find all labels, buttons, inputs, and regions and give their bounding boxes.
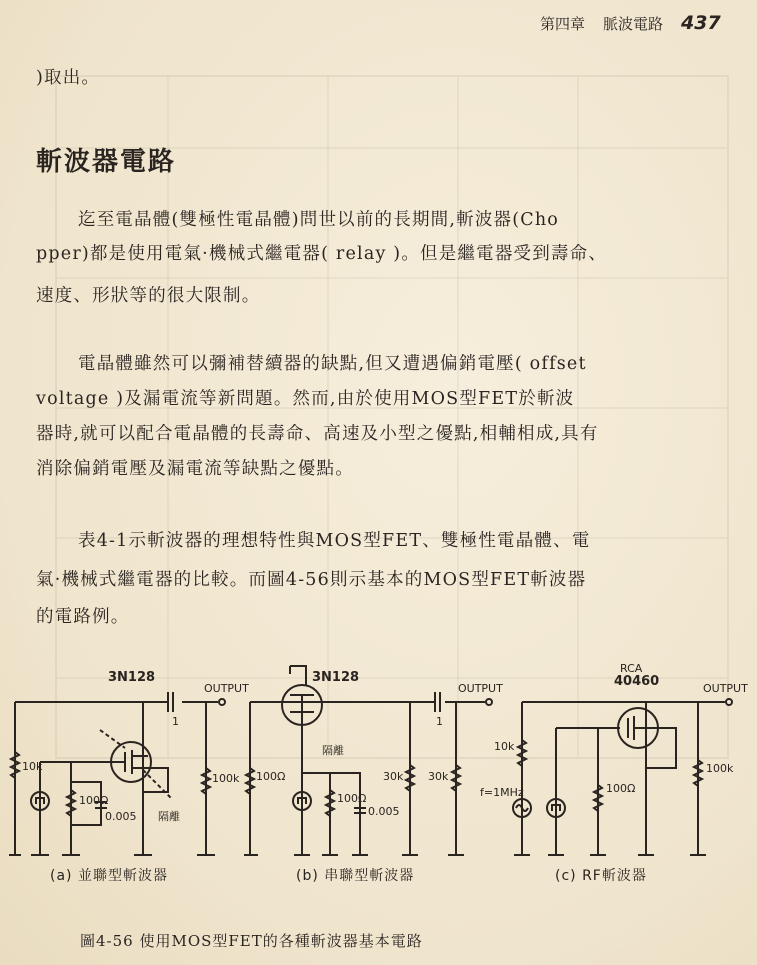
paragraph-2-line-4: 消除偏銷電壓及漏電流等缺點之優點。 — [36, 459, 354, 479]
circuit-figure — [0, 660, 757, 900]
paragraph-3-line-2: 氣·機械式繼電器的比較。而圖4-56則示基本的MOS型FET斬波器 — [36, 570, 587, 590]
capacitor-0005-b: 0.005 — [368, 805, 400, 818]
resistor-100k-c: 100k — [706, 762, 734, 775]
capacitor-0005-a: 0.005 — [105, 810, 137, 823]
resistor-100-b2: 100Ω — [337, 792, 367, 805]
resistor-100-c: 100Ω — [606, 782, 636, 795]
paragraph-2-line-2: voltage )及漏電流等新問題。然而,由於使用MOS型FET於斬波 — [36, 389, 575, 409]
device-label-a: 3N128 — [108, 670, 156, 685]
paragraph-2-line-1: 電晶體雖然可以彌補替續器的缺點,但又遭遇偏銷電壓( offset — [78, 354, 587, 374]
chapter-title: 脈波電路 — [603, 15, 664, 33]
device-label-b: 3N128 — [312, 670, 360, 685]
running-header — [540, 12, 721, 34]
resistor-30k-b1: 30k — [383, 770, 404, 783]
section-title: 斬波器電路 — [36, 147, 177, 177]
circuit-diagrams — [0, 660, 757, 900]
device-label-c: 40460 — [614, 674, 660, 689]
paragraph-3-line-3: 的電路例。 — [36, 607, 130, 627]
chapter-number: 第四章 — [540, 15, 586, 33]
isolation-label-b: 隔離 — [322, 744, 344, 757]
subcaption-c: (c) RF斬波器 — [555, 868, 647, 884]
resistor-100-b1: 100Ω — [256, 770, 286, 783]
subcaption-a: (a) 並聯型斬波器 — [50, 868, 168, 884]
paragraph-1-line-3: 速度、形狀等的很大限制。 — [36, 286, 261, 306]
resistor-100k-a: 100k — [212, 772, 240, 785]
page-number: 437 — [681, 12, 721, 34]
output-label-b: OUTPUT — [458, 682, 503, 695]
figure-caption: 圖4-56 使用MOS型FET的各種斬波器基本電路 — [80, 932, 423, 950]
paragraph-1-line-2: pper)都是使用電氣·機械式繼電器( relay )。但是繼電器受到壽命、 — [36, 244, 608, 264]
capacitor-label-a: 1 — [172, 715, 179, 728]
isolation-label-a: 隔離 — [158, 810, 180, 823]
device-maker-c: RCA — [620, 662, 643, 675]
output-label-a: OUTPUT — [204, 682, 249, 695]
resistor-10k-a: 10k — [22, 760, 43, 773]
subcaption-b: (b) 串聯型斬波器 — [296, 868, 415, 884]
resistor-30k-b2: 30k — [428, 770, 449, 783]
frequency-label-c: f=1MHz — [480, 786, 524, 799]
output-label-c: OUTPUT — [703, 682, 748, 695]
resistor-10k-c: 10k — [494, 740, 515, 753]
paragraph-2-line-3: 器時,就可以配合電晶體的長壽命、高速及小型之優點,相輔相成,具有 — [36, 424, 599, 444]
paragraph-3-line-1: 表4-1示斬波器的理想特性與MOS型FET、雙極性電晶體、電 — [78, 531, 591, 551]
capacitor-label-b: 1 — [436, 715, 443, 728]
paragraph-1-line-1: 迄至電晶體(雙極性電晶體)問世以前的長期間,斬波器(Cho — [78, 210, 560, 230]
carryover-text: )取出。 — [36, 68, 101, 88]
resistor-100-a: 100Ω — [79, 794, 109, 807]
